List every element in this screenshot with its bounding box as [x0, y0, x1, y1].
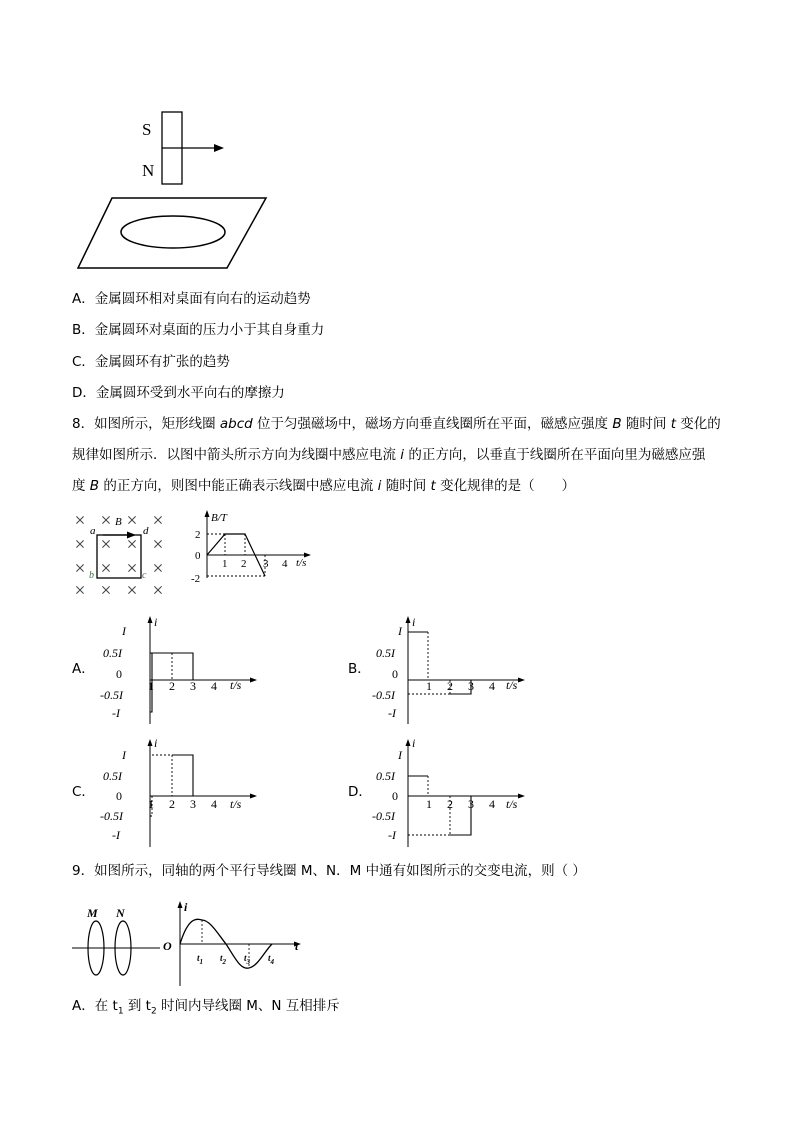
ytick-half: 0.5I [103, 769, 122, 783]
coil-n-label: N [116, 906, 125, 920]
field-cross-icon [76, 564, 83, 571]
coil-m-label: M [87, 906, 98, 920]
option-d: D．金属圆环受到水平向右的摩擦力 [72, 385, 285, 401]
xtick-3: 3 [190, 679, 196, 693]
xtick-1: 1 [426, 797, 432, 811]
ytick-neg-I: -I [112, 828, 120, 842]
bt-xtick-4: 4 [282, 558, 288, 570]
ytick-neg-half: -0.5I [372, 688, 395, 702]
q8-option-b-graph [358, 614, 528, 724]
field-cross-icon [154, 586, 161, 593]
field-cross-icon [154, 564, 161, 571]
field-cross-icon [76, 540, 83, 547]
ytick-I: I [398, 748, 402, 762]
xlabel: t/s [230, 797, 242, 811]
option-b: B．金属圆环对桌面的压力小于其自身重力 [72, 322, 325, 338]
bt-ytick-neg2: -2 [191, 573, 201, 585]
bt-ytick-2: 2 [195, 529, 201, 541]
bt-xtick-3: 3 [263, 558, 269, 570]
xlabel: t [295, 939, 299, 953]
xtick-1: 1 [426, 679, 432, 693]
q8-line-2: 规律如图所示．以图中箭头所示方向为线圈中感应电流 i 的正方向，以垂直于线圈所在平面向里为磁感应强 [72, 447, 706, 463]
svg-text:t3: $t_3$ [244, 953, 251, 966]
field-cross-icon [128, 586, 135, 593]
xtick-4: 4 [489, 679, 495, 693]
sine-current-graph [160, 898, 310, 988]
ylabel: i [184, 900, 188, 914]
table-surface [78, 198, 266, 268]
field-cross-icon [76, 586, 83, 593]
pole-s-label: S [142, 120, 152, 139]
origin-label: O [163, 939, 172, 953]
corner-a: a [90, 525, 96, 537]
q9-stem: 9．如图所示，同轴的两个平行导线圈 M、N．M 中通有如图所示的交变电流，则（ ） [72, 863, 586, 879]
svg-text:t1: $t_1$ [197, 953, 204, 966]
q9-option-a: A．在 $t_1$ 到 $t_2$ 时间内导线圈 M、N 互相排斥 [72, 998, 340, 1017]
q8-line-3: 度 B 的正方向，则图中能正确表示线圈中感应电流 i 随时间 t 变化规律的是（ ） [72, 478, 576, 494]
bt-ylabel: B/T [211, 512, 227, 524]
xlabel: t/s [506, 797, 518, 811]
ytick-zero: 0 [392, 789, 398, 803]
xtick-2: 2 [447, 679, 453, 693]
arrow-head-icon [214, 144, 224, 152]
q8-option-a-label: A． [72, 661, 95, 677]
ylabel: i [154, 737, 158, 750]
field-cross-icon [128, 540, 135, 547]
magnet-figure [70, 100, 300, 275]
coil-field-figure [70, 508, 170, 600]
q8-option-b-label: B． [348, 661, 371, 677]
xlabel: t/s [230, 678, 242, 692]
field-b-label: B [115, 516, 122, 528]
field-cross-icon [76, 516, 83, 523]
q8-line-1: 8．如图所示，矩形线圈 abcd 位于匀强磁场中，磁场方向垂直线圈所在平面，磁感应强度 B 随时间 t 变化的 [72, 416, 721, 432]
bt-xtick-2: 2 [241, 558, 247, 570]
option-c: C．金属圆环有扩张的趋势 [72, 354, 230, 370]
ytick-neg-half: -0.5I [372, 809, 395, 823]
ytick-neg-half: -0.5I [100, 688, 123, 702]
ytick-half: 0.5I [103, 646, 122, 660]
field-cross-icon [102, 586, 109, 593]
ylabel: i [154, 615, 158, 629]
pole-n-label: N [142, 161, 155, 180]
xtick-2: 2 [169, 679, 175, 693]
xtick-4: 4 [211, 679, 217, 693]
q8-option-a-graph [100, 614, 260, 724]
q8-option-d-graph [358, 737, 528, 847]
xtick-1: 1 [148, 679, 154, 693]
svg-text:t4: $t_4$ [268, 953, 275, 966]
field-cross-icon [154, 540, 161, 547]
xtick-2: 2 [447, 797, 453, 811]
y-axis-arrow-icon [178, 901, 183, 908]
q8-option-c-label: C． [72, 784, 95, 800]
field-cross-icon [102, 516, 109, 523]
ytick-zero: 0 [116, 789, 122, 803]
xtick-2: 2 [169, 797, 175, 811]
field-cross-icon [102, 564, 109, 571]
ytick-neg-I: -I [112, 706, 120, 720]
xtick-3: 3 [468, 797, 474, 811]
ytick-half: 0.5I [376, 646, 395, 660]
bt-xlabel: t/s [296, 557, 307, 569]
bt-graph [185, 508, 325, 588]
q8-stem [72, 409, 732, 502]
current-waveform [408, 776, 471, 835]
xtick-4: 4 [211, 797, 217, 811]
xlabel: t/s [506, 678, 518, 692]
ytick-I: I [398, 624, 402, 638]
current-waveform [408, 632, 471, 694]
bt-xtick-1: 1 [222, 558, 228, 570]
q8-option-d-label: D． [348, 784, 372, 800]
bt-ytick-0: 0 [195, 550, 201, 562]
q8-option-c-graph [100, 737, 260, 847]
corner-b: b [89, 570, 94, 581]
y-axis-arrow-icon [205, 510, 210, 517]
metal-ring [121, 216, 225, 248]
xtick-3: 3 [468, 679, 474, 693]
xtick-1: 1 [148, 797, 154, 811]
field-cross-icon [128, 516, 135, 523]
field-cross-icon [154, 516, 161, 523]
coaxial-coils-figure [70, 900, 165, 985]
ytick-neg-half: -0.5I [100, 809, 123, 823]
ytick-neg-I: -I [388, 706, 396, 720]
ytick-half: 0.5I [376, 769, 395, 783]
corner-d: d [143, 525, 149, 537]
ylabel: i [412, 737, 416, 750]
ytick-I: I [122, 748, 126, 762]
corner-c: c [142, 570, 147, 581]
ytick-I: I [122, 624, 126, 638]
field-cross-icon [102, 540, 109, 547]
xtick-3: 3 [190, 797, 196, 811]
option-a: A．金属圆环相对桌面有向右的运动趋势 [72, 291, 311, 307]
ylabel: i [412, 615, 416, 629]
ytick-zero: 0 [392, 667, 398, 681]
ytick-neg-I: -I [388, 828, 396, 842]
field-cross-icon [128, 564, 135, 571]
ytick-zero: 0 [116, 667, 122, 681]
current-arrow-icon [127, 532, 136, 539]
svg-text:t2: $t_2$ [220, 953, 227, 966]
xtick-4: 4 [489, 797, 495, 811]
